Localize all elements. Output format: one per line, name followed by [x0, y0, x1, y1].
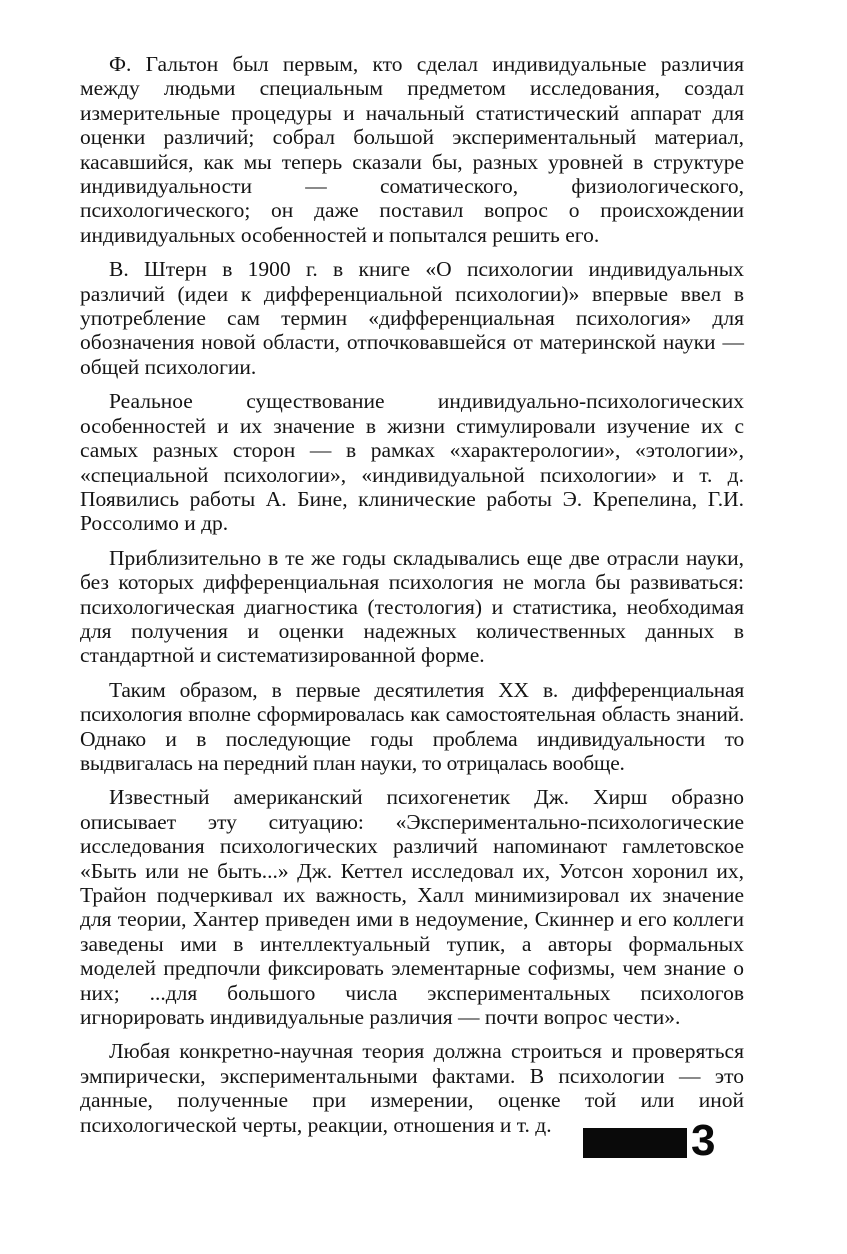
page-number: 3: [691, 1116, 716, 1165]
paragraph-stern: В. Штерн в 1900 г. в книге «О психологии индивидуальных различий (идеи к дифференциальной психологии)» впервые ввел в употребление сам термин «дифференциальная психология» для обозначения новой области, отпочковавшейся от материнской науки — общей психологии.: [80, 257, 744, 379]
paragraph-galton: Ф. Гальтон был первым, кто сделал индивидуальные различия между людьми специальным предметом исследования, создал измерительные процедуры и начальный статистический аппарат для оценки различий; собрал большой экспериментальный материал, касавшийся, как мы теперь сказали бы, разных уровней в структуре индивидуальности — соматического, физиологического, психологического; он даже поставил вопрос о происхождении индивидуальных особенностей и попытался решить его.: [80, 52, 744, 247]
page-marker-bar: [583, 1128, 687, 1158]
paragraph-theory: Любая конкретно-научная теория должна строиться и проверяться эмпирически, экспериментальными фактами. В психологии — это данные, полученные при измерении, оценке той или иной психологической черты, реакции, отношения и т. д.: [80, 1039, 744, 1137]
paragraph-hirsch-quote: Известный американский психогенетик Дж. Хирш образно описывает эту ситуацию: «Экспериментально-психологические исследования психологических различий напоминают гамлетовское «Быть или не быть...» Дж. Кеттел исследовал их, Уотсон хоронил их, Трайон подчеркивал их важность, Халл минимизировал их значение для теории, Хантер приведен ими в недоумение, Скиннер и его коллеги заведены ими в интеллектуальный тупик, а авторы формальных моделей предпочли фиксировать элементарные софизмы, чем знание о них; ...для большого числа экспериментальных психологов игнорировать индивидуальные различия — почти вопрос чести».: [80, 785, 744, 1030]
page-number-marker: [583, 1116, 743, 1165]
paragraph-individual-features: Реальное существование индивидуально-психологических особенностей и их значение в жизни стимулировали изучение их с самых разных сторон — в рамках «характерологии», «этологии», «специальной психологии», «индивидуальной психологии» и т. д. Появились работы А. Бине, клинические работы Э. Крепелина, Г.И. Россолимо и др.: [80, 389, 744, 536]
page-text-block: [80, 52, 744, 1147]
paragraph-diagnostics: Приблизительно в те же годы складывались еще две отрасли науки, без которых дифференциальная психология не могла бы развиваться: психологическая диагностика (тестология) и статистика, необходимая для получения и оценки надежных количественных данных в стандартной и систематизированной форме.: [80, 545, 744, 668]
paragraph-xx-century: Таким образом, в первые десятилетия XX в. дифференциальная психология вполне сформировалась как самостоятельная область знаний. Однако и в последующие годы проблема индивидуальности то выдвигалась на передний план науки, то отрицалась вообще.: [80, 677, 744, 775]
